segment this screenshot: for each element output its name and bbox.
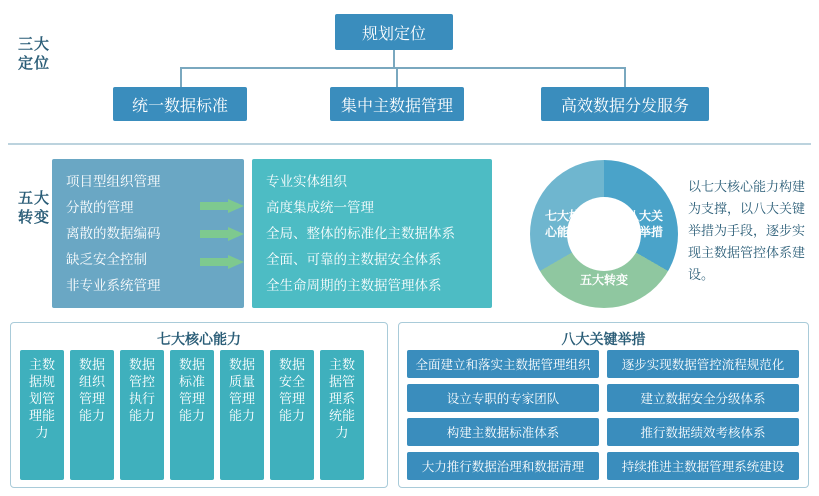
connector-drop-2 bbox=[396, 67, 398, 87]
section-divider bbox=[8, 143, 811, 145]
arrow-right-icon bbox=[200, 255, 244, 269]
measure-item[interactable]: 逐步实现数据管控流程规范化 bbox=[607, 350, 799, 378]
measure-item[interactable]: 设立专职的专家团队 bbox=[407, 384, 599, 412]
node-unified-data-standard[interactable]: 统一数据标准 bbox=[113, 87, 247, 121]
capability-item[interactable]: 主数据规划管理能力 bbox=[20, 350, 64, 480]
before-item-2: 分散的管理 bbox=[66, 200, 134, 215]
before-item-5: 非专业系统管理 bbox=[66, 278, 161, 293]
measure-item[interactable]: 全面建立和落实主数据管理组织 bbox=[407, 350, 599, 378]
measure-item[interactable]: 大力推行数据治理和数据清理 bbox=[407, 452, 599, 480]
node-planning-position[interactable]: 规划定位 bbox=[335, 14, 453, 50]
capability-item[interactable]: 主数据管理系统能力 bbox=[320, 350, 364, 480]
after-item-1: 专业实体组织 bbox=[266, 174, 347, 189]
donut-label-transformations: 五大转变 bbox=[579, 273, 628, 287]
arrow-right-icon bbox=[200, 199, 244, 213]
before-item-3: 离散的数据编码 bbox=[66, 226, 161, 241]
measure-list bbox=[407, 350, 799, 480]
capability-item[interactable]: 数据安全管理能力 bbox=[270, 350, 314, 480]
section-label-five-transformations: 五大转变 bbox=[18, 190, 51, 226]
card-title-capabilities: 七大核心能力 bbox=[157, 331, 241, 347]
after-item-5: 全生命周期的主数据管理体系 bbox=[266, 278, 442, 293]
capability-list bbox=[20, 350, 364, 480]
capability-item[interactable]: 数据标准管理能力 bbox=[170, 350, 214, 480]
node-centralized-master-data[interactable]: 集中主数据管理 bbox=[330, 87, 464, 121]
arrow-right-icon bbox=[200, 227, 244, 241]
donut-chart bbox=[530, 160, 678, 308]
summary-text: 以七大核心能力构建为支撑，以八大关键举措为手段，逐步实现主数据管控体系建设。 bbox=[688, 179, 806, 282]
before-item-4: 缺乏安全控制 bbox=[66, 252, 147, 267]
capability-item[interactable]: 数据组织管理能力 bbox=[70, 350, 114, 480]
measure-item[interactable]: 构建主数据标准体系 bbox=[407, 418, 599, 446]
connector-drop-3 bbox=[624, 67, 626, 87]
node-efficient-data-distribution[interactable]: 高效数据分发服务 bbox=[541, 87, 709, 121]
measure-item[interactable]: 推行数据绩效考核体系 bbox=[607, 418, 799, 446]
after-item-2: 高度集成统一管理 bbox=[266, 200, 374, 215]
panel-target-state bbox=[252, 159, 492, 308]
before-item-1: 项目型组织管理 bbox=[66, 174, 161, 189]
donut-label-capabilities: 七大核心能力 bbox=[544, 209, 581, 239]
after-item-3: 全局、整体的标准化主数据体系 bbox=[266, 226, 455, 241]
measure-item[interactable]: 建立数据安全分级体系 bbox=[607, 384, 799, 412]
connector-horizontal-bus bbox=[180, 67, 625, 69]
connector-drop-1 bbox=[180, 67, 182, 87]
measure-item[interactable]: 持续推进主数据管理系统建设 bbox=[607, 452, 799, 480]
capability-item[interactable]: 数据管控执行能力 bbox=[120, 350, 164, 480]
after-item-4: 全面、可靠的主数据安全体系 bbox=[266, 252, 442, 267]
section-label-three-positions: 三大定位 bbox=[18, 36, 51, 72]
connector-vertical-main bbox=[393, 50, 395, 67]
capability-item[interactable]: 数据质量管理能力 bbox=[220, 350, 264, 480]
donut-label-measures: 八大关键举措 bbox=[626, 209, 663, 239]
card-title-measures: 八大关键举措 bbox=[561, 331, 646, 347]
